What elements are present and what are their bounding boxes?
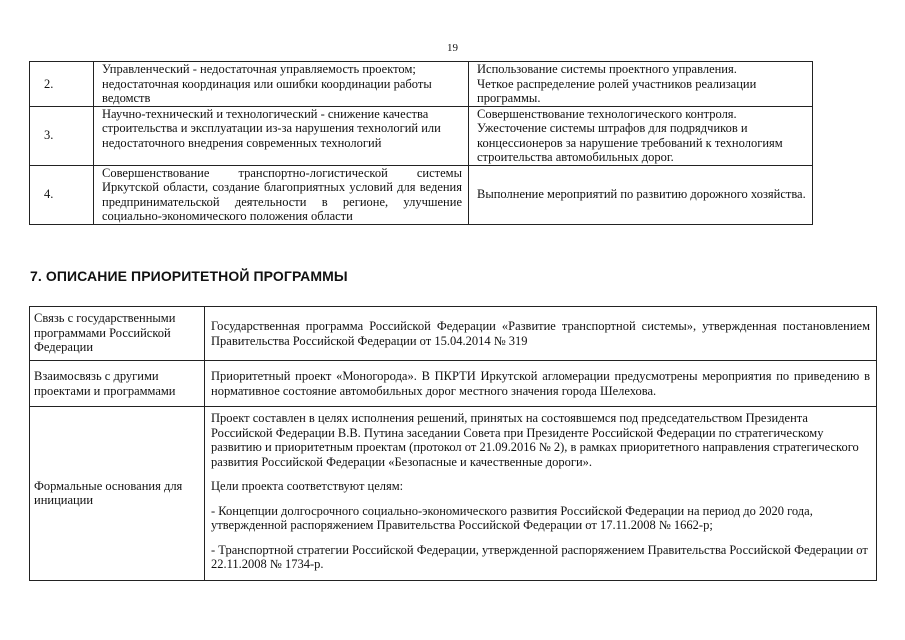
row-value — [205, 407, 877, 581]
risk-description: Управленческий - недостаточная управляемость проектом; недостаточная координация или ошибки координации работы ведомств — [94, 62, 469, 107]
paragraph: - Транспортной стратегии Российской Федерации, утвержденной распоряжением Правительства Российской Федерации от 22.11.2008 № 1734-р. — [211, 542, 868, 571]
risk-table — [29, 61, 813, 225]
measure-line: Совершенствование технологического контроля. — [477, 106, 737, 121]
risk-description: Совершенствование транспортно-логистической системы Иркутской области, создание благоприятных условий для ведения предпринимательской деятельности в регионе, улучшение социально-экономического положения области — [94, 165, 469, 224]
table-row — [30, 165, 813, 224]
row-value — [205, 361, 877, 407]
paragraph: Проект составлен в целях исполнения решений, принятых на состоявшемся под председательством Президента Российской Федерации В.В. Путина заседании Совета при Президенте Российской Федерации по стратегическому развитию и приоритетным проектам (протокол от 21.09.2016 № 2), в рамках приоритетного направления стратегического развития Российской Федерации «Безопасные и качественные дороги». — [211, 411, 859, 469]
measure-line: Ужесточение системы штрафов для подрядчиков и концессионеров за нарушение требований к технологиям строительства автомобильных дорог. — [477, 121, 783, 164]
risk-description: Научно-технический и технологический - снижение качества строительства и эксплуатации из-за нарушения технологий или недостаточного внедрения современных технологий — [94, 106, 469, 165]
table-row — [30, 407, 877, 581]
row-label: Взаимосвязь с другими проектами и программами — [30, 361, 205, 407]
risk-number: 4. — [30, 165, 94, 224]
section-title: 7. ОПИСАНИЕ ПРИОРИТЕТНОЙ ПРОГРАММЫ — [30, 268, 348, 284]
risk-number: 3. — [30, 106, 94, 165]
risk-measures — [469, 106, 813, 165]
paragraph: Государственная программа Российской Федерации «Развитие транспортной системы», утвержденная постановлением Правительства Российской Федерации от 15.04.2014 № 319 — [211, 319, 870, 348]
measure-line: Четкое распределение ролей участников реализации программы. — [477, 76, 757, 105]
table-row — [30, 106, 813, 165]
row-label: Связь с государственными программами Российской Федерации — [30, 307, 205, 361]
measure-line: Использование системы проектного управления. — [477, 62, 737, 76]
paragraph: Приоритетный проект «Моногорода». В ПКРТИ Иркутской агломерации предусмотрены мероприятия по приведению в нормативное состояние автомобильных дорог местного значения города Шелехова. — [211, 369, 870, 398]
paragraph: - Концепции долгосрочного социально-экономического развития Российской Федерации на период до 2020 года, утвержденной распоряжением Правительства Российской Федерации от 17.11.2008 № 1662-р; — [211, 503, 813, 532]
table-row — [30, 307, 877, 361]
risk-number: 2. — [30, 62, 94, 107]
paragraph: Цели проекта соответствуют целям: — [211, 479, 404, 493]
table-row — [30, 62, 813, 107]
program-description-table — [29, 306, 877, 581]
risk-measures — [469, 165, 813, 224]
page-number: 19 — [447, 42, 458, 54]
row-label: Формальные основания для инициации — [30, 407, 205, 581]
risk-measures — [469, 62, 813, 107]
measure-line: Выполнение мероприятий по развитию дорожного хозяйства. — [477, 187, 806, 202]
row-value — [205, 307, 877, 361]
table-row — [30, 361, 877, 407]
